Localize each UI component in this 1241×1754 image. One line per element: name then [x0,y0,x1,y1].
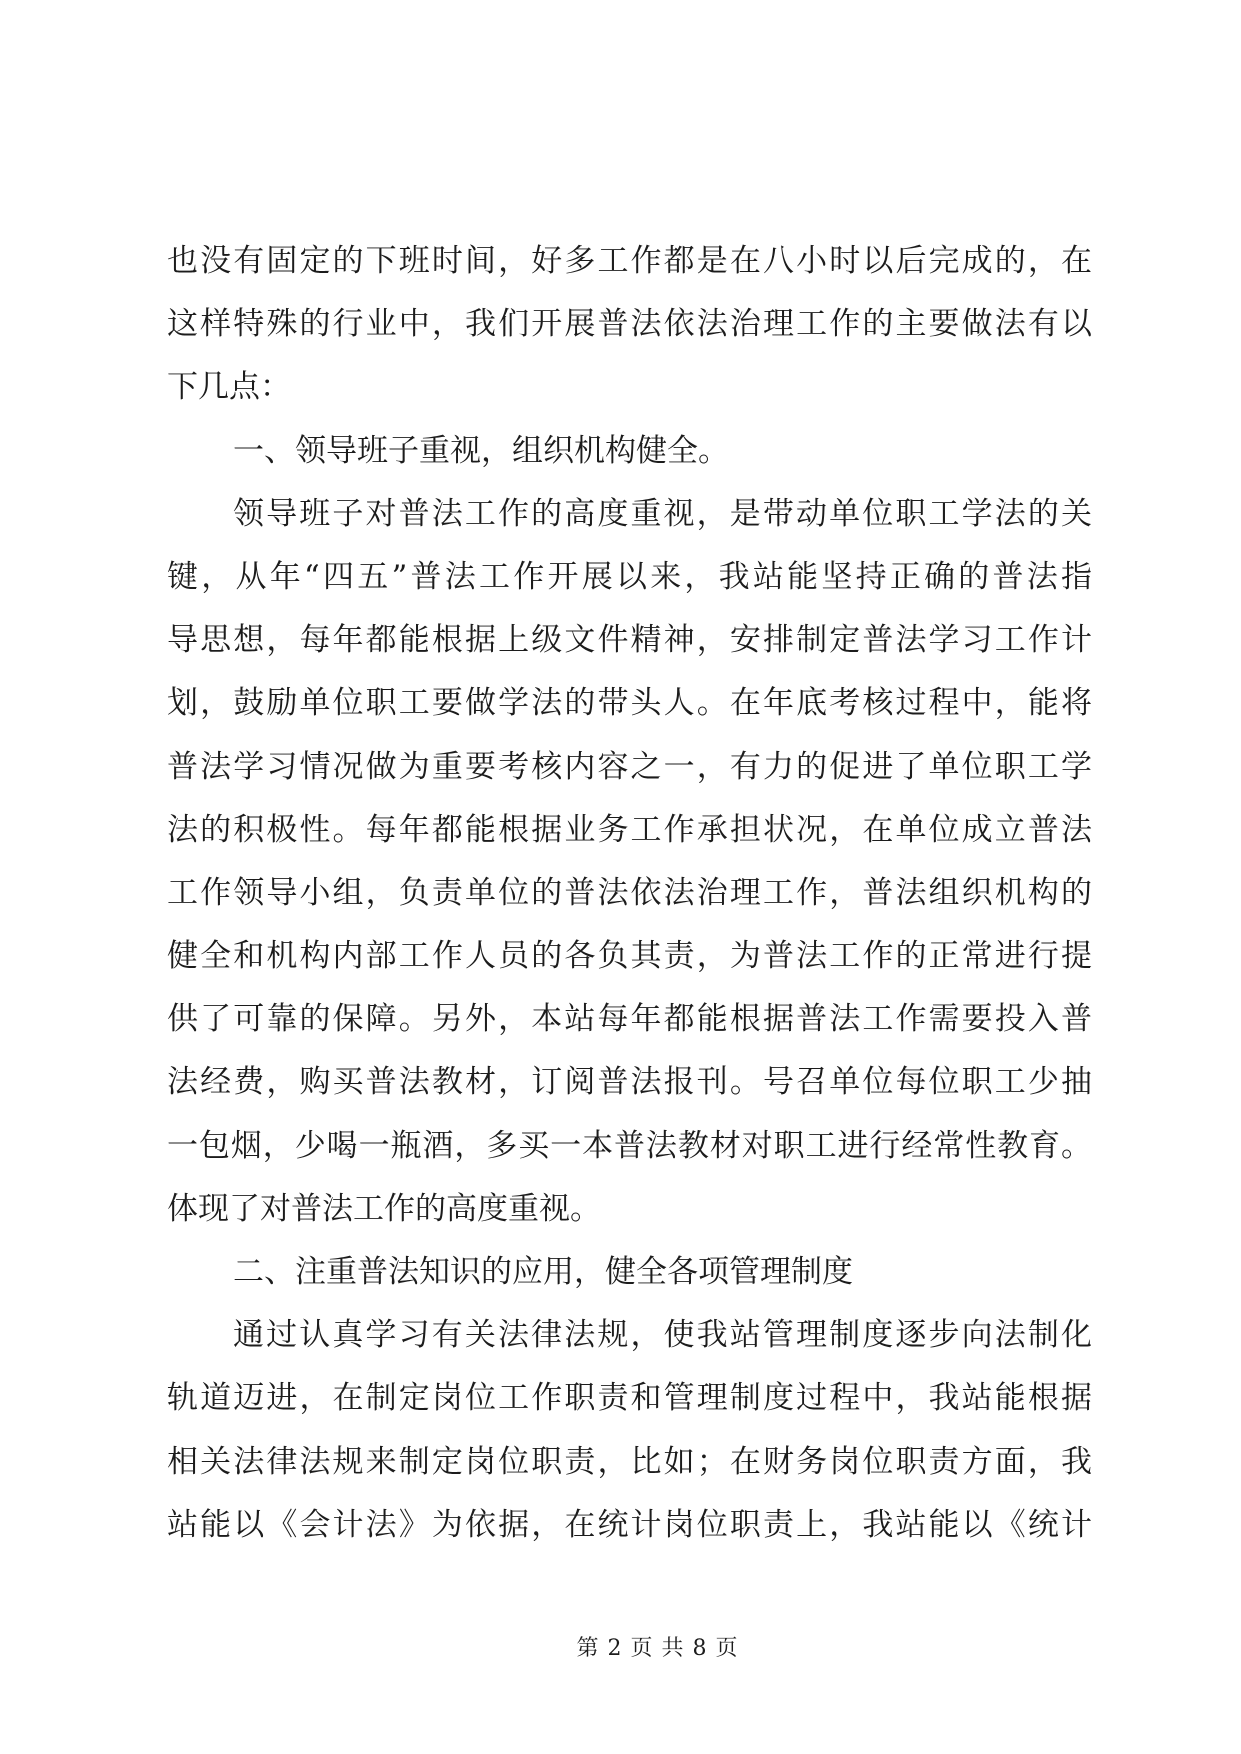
text-line: 导思想，每年都能根据上级文件精神，安排制定普法学习工作计 [167,622,1092,659]
text-line: 法的积极性。每年都能根据业务工作承担状况，在单位成立普法 [167,811,1092,848]
text-line: 健全和机构内部工作人员的各负其责，为普法工作的正常进行提 [167,938,1092,975]
text-line: 法经费，购买普法教材，订阅普法报刊。号召单位每位职工少抽 [167,1064,1092,1101]
page-number-footer: 第 2 页 共 8 页 [576,1636,739,1661]
paragraph [167,483,1092,1241]
text-line: 普法学习情况做为重要考核内容之一，有力的促进了单位职工学 [167,748,1092,785]
text-line: 体现了对普法工作的高度重视。 [167,1190,601,1227]
text-line: 下几点： [167,369,291,406]
section-heading-text: 二、注重普法知识的应用，健全各项管理制度 [233,1254,853,1290]
section-heading [167,1241,1092,1304]
text-line: 相关法律法规来制定岗位职责，比如；在财务岗位职责方面，我 [167,1443,1092,1480]
text-line: 工作领导小组，负责单位的普法依法治理工作，普法组织机构的 [167,874,1092,911]
text-line: 划，鼓励单位职工要做学法的带头人。在年底考核过程中，能将 [167,685,1092,722]
paragraph [167,230,1092,420]
document-body [167,230,1092,1557]
text-line: 通过认真学习有关法律法规，使我站管理制度逐步向法制化 [233,1317,1092,1354]
text-line: 供了可靠的保障。另外，本站每年都能根据普法工作需要投入普 [167,1001,1092,1038]
text-line: 领导班子对普法工作的高度重视，是带动单位职工学法的关 [233,495,1092,532]
section-heading [167,420,1092,483]
text-line: 也没有固定的下班时间，好多工作都是在八小时以后完成的，在 [167,243,1092,279]
text-line: 一包烟，少喝一瓶酒，多买一本普法教材对职工进行经常性教育。 [167,1127,1092,1164]
paragraph [167,1304,1092,1557]
text-line: 这样特殊的行业中，我们开展普法依法治理工作的主要做法有以 [167,306,1092,343]
section-heading-text: 一、领导班子重视，组织机构健全。 [233,432,729,469]
text-line: 轨道迈进，在制定岗位工作职责和管理制度过程中，我站能根据 [167,1380,1092,1417]
text-line: 站能以《会计法》为依据，在统计岗位职责上，我站能以《统计 [167,1506,1092,1543]
text-line: 键，从年“四五”普法工作开展以来，我站能坚持正确的普法指 [167,558,1092,595]
